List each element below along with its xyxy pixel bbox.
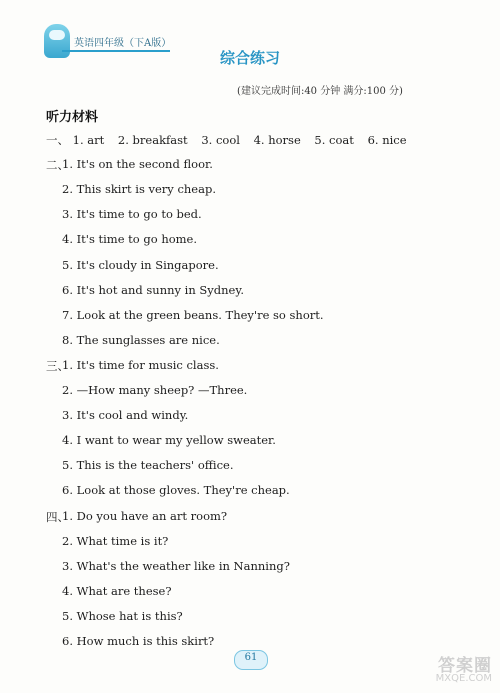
list-item: 3. What's the weather like in Nanning?	[62, 559, 290, 573]
part3-prefix: 三、	[46, 359, 69, 373]
page-number: 61	[244, 652, 258, 663]
part1-item: 6. nice	[367, 133, 407, 147]
list-item: 2. What time is it?	[62, 534, 169, 548]
list-item: 6. Look at those gloves. They're cheap.	[62, 483, 290, 497]
list-item: 4. I want to wear my yellow sweater.	[62, 433, 276, 447]
part4-prefix: 四、	[46, 510, 69, 524]
part1-item: 4. horse	[253, 133, 301, 147]
list-item: 8. The sunglasses are nice.	[62, 333, 220, 347]
list-item: 5. It's cloudy in Singapore.	[62, 258, 219, 272]
page-number-badge	[230, 650, 270, 670]
page-subtitle: (建议完成时间:40 分钟 满分:100 分)	[237, 86, 403, 97]
part1-prefix: 一、	[46, 133, 69, 147]
list-item: 2. —How many sheep? —Three.	[62, 383, 248, 397]
watermark-logo	[418, 651, 492, 689]
list-item: 5. Whose hat is this?	[62, 609, 183, 623]
part1-item: 3. cool	[201, 133, 240, 147]
list-item: 1. It's on the second floor.	[62, 157, 213, 171]
list-item: 6. It's hot and sunny in Sydney.	[62, 283, 244, 297]
list-item: 4. It's time to go home.	[62, 232, 198, 246]
part2-prefix: 二、	[46, 158, 69, 172]
list-item: 4. What are these?	[62, 584, 172, 598]
list-item: 7. Look at the green beans. They're so short.	[62, 308, 324, 322]
watermark-text: 答案圈	[438, 656, 492, 676]
list-item: 1. It's time for music class.	[62, 358, 219, 372]
watermark-domain: MXQE.COM	[435, 673, 492, 684]
part1-item: 1. art	[72, 133, 105, 147]
badge-text: 英语四年级（下A版）	[74, 38, 172, 49]
section-heading: 听力材料	[46, 110, 99, 125]
list-item: 3. It's cool and windy.	[62, 408, 189, 422]
list-item: 5. This is the teachers' office.	[62, 458, 234, 472]
part1-item: 5. coat	[314, 133, 354, 147]
list-item: 6. How much is this skirt?	[62, 634, 215, 648]
list-item: 2. This skirt is very cheap.	[62, 182, 216, 196]
part1-line	[46, 132, 417, 148]
list-item: 1. Do you have an art room?	[62, 509, 228, 523]
part1-item: 2. breakfast	[117, 133, 188, 147]
list-item: 3. It's time to go to bed.	[62, 207, 202, 221]
page-title: 综合练习	[219, 49, 280, 67]
